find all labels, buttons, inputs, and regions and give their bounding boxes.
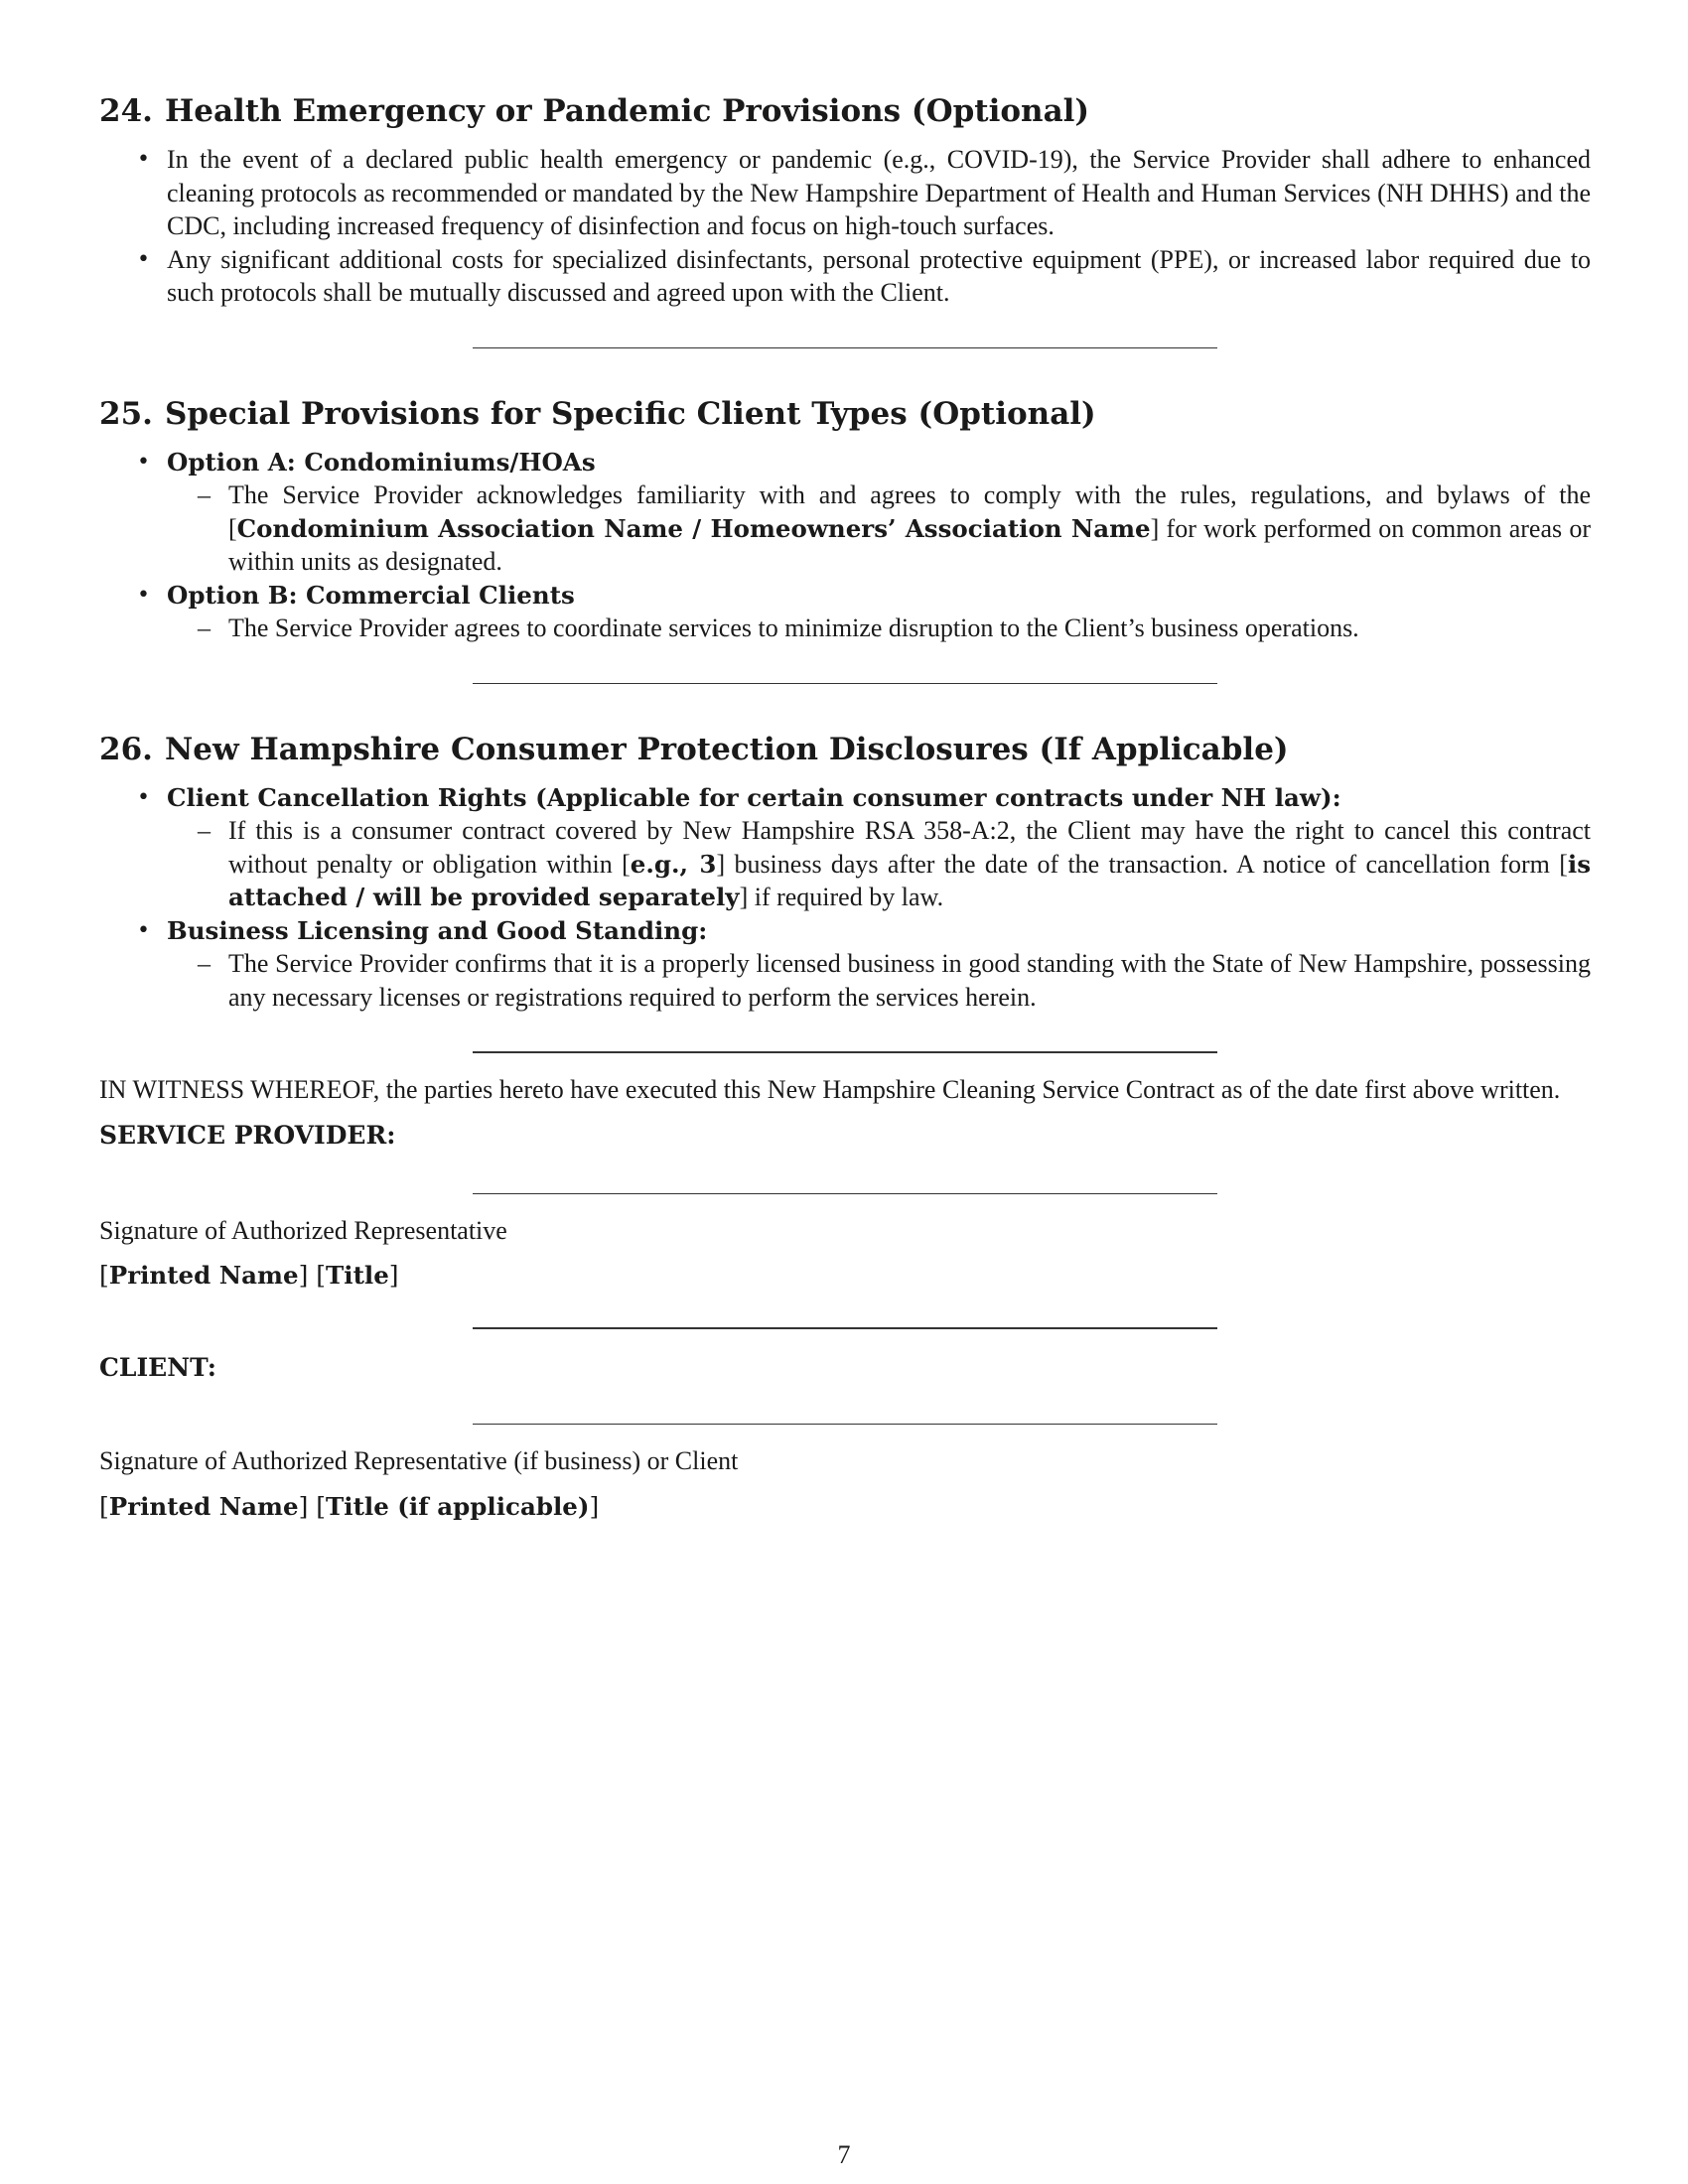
section-number: 25. (99, 395, 153, 432)
witness-statement: IN WITNESS WHEREOF, the parties hereto have executed this New Hampshire Cleaning Service Contract as of the date first above written. (99, 1075, 1561, 1104)
service-provider-heading: SERVICE PROVIDER: (99, 1120, 396, 1150)
text-segment: ] business days after the date of the transaction. A notice of cancellation form [ (716, 849, 1568, 879)
text-segment: ] for work performed on common areas or within units as designated. (228, 513, 1592, 576)
list-item (167, 579, 1591, 645)
section-divider (473, 1327, 1217, 1329)
list-item (167, 914, 1591, 1015)
section-25-heading (99, 394, 1591, 434)
section-26-heading (99, 730, 1591, 769)
section-title: New Hampshire Consumer Protection Disclosures (If Applicable) (164, 731, 1289, 767)
option-b-sublist (167, 612, 1591, 645)
option-a-sublist (167, 478, 1591, 579)
section-25-list (99, 446, 1591, 645)
section-title: Special Provisions for Specific Client Types (Optional) (164, 395, 1096, 432)
list-item (167, 446, 1591, 579)
section-24-heading (99, 91, 1591, 131)
option-a-label: Option A: Condominiums/HOAs (167, 447, 596, 477)
client-signature-caption: Signature of Authorized Representative (if business) or Client (99, 1446, 739, 1475)
printed-name-field: Printed Name (108, 1261, 299, 1290)
title-field: Title (326, 1261, 389, 1290)
section-number: 24. (99, 93, 153, 129)
cancellation-rights-label: Client Cancellation Rights (Applicable for certain consumer contracts under NH law): (167, 782, 1341, 812)
sub-list-item (228, 478, 1591, 579)
section-divider (473, 1051, 1217, 1053)
client-heading: CLIENT: (99, 1353, 217, 1382)
printed-name-field: Printed Name (108, 1491, 299, 1521)
client-name-title: [Printed Name] [Title (if applicable)] (99, 1491, 600, 1521)
licensing-label: Business Licensing and Good Standing: (167, 915, 708, 945)
page-number: 7 (837, 2140, 851, 2169)
provider-name-title: [Printed Name] [Title] (99, 1261, 399, 1290)
text-segment: ] if required by law. (739, 883, 944, 911)
list-item (167, 781, 1591, 914)
section-24-list (99, 143, 1591, 310)
sub-list-item: – The Service Provider agrees to coordinate services to minimize disruption to the Client’s business operations. (228, 612, 1591, 645)
section-divider (473, 683, 1217, 684)
client-signature-line (473, 1424, 1217, 1425)
licensing-sublist (167, 947, 1591, 1014)
section-divider (473, 347, 1217, 348)
text-segment: If this is a consumer contract covered by New Hampshire RSA 358-A:2, the Client may have the right to cancel this contract without penalty or obligation within [ (228, 816, 1591, 879)
sub-list-item (228, 814, 1591, 914)
cancellation-sublist (167, 814, 1591, 914)
contract-page (99, 91, 1591, 1521)
list-item: • In the event of a declared public health emergency or pandemic (e.g., COVID-19), the Service Provider shall adhere to enhanced cleaning protocols as recommended or mandated by the New Hampshire Department of Health and Human Services (NH DHHS) and the CDC, including increased frequency of disinfection and focus on high-touch surfaces. (167, 143, 1591, 243)
text-segment: The Service Provider acknowledges familiarity with and agrees to comply with the rules, regulations, and bylaws of the [ (228, 480, 1591, 543)
provider-signature-caption: Signature of Authorized Representative (99, 1215, 507, 1245)
placeholder-field: is attached / will be provided separately (228, 849, 1591, 911)
option-b-label: Option B: Commercial Clients (167, 580, 575, 610)
sub-list-item: – The Service Provider confirms that it is a properly licensed business in good standing with the State of New Hampshire, possessing any necessary licenses or registrations required to perform the services herein. (228, 947, 1591, 1014)
provider-signature-line (473, 1193, 1217, 1194)
placeholder-field: e.g., 3 (630, 849, 717, 879)
section-26-list (99, 781, 1591, 1015)
list-item: • Any significant additional costs for specialized disinfectants, personal protective equipment (PPE), or increased labor required due to such protocols shall be mutually discussed and agreed upon with the Client. (167, 243, 1591, 310)
section-title: Health Emergency or Pandemic Provisions (Optional) (164, 93, 1090, 129)
section-number: 26. (99, 731, 153, 767)
placeholder-field: Condominium Association Name / Homeowners’ Association Name (236, 513, 1151, 543)
title-field: Title (if applicable) (326, 1491, 590, 1521)
